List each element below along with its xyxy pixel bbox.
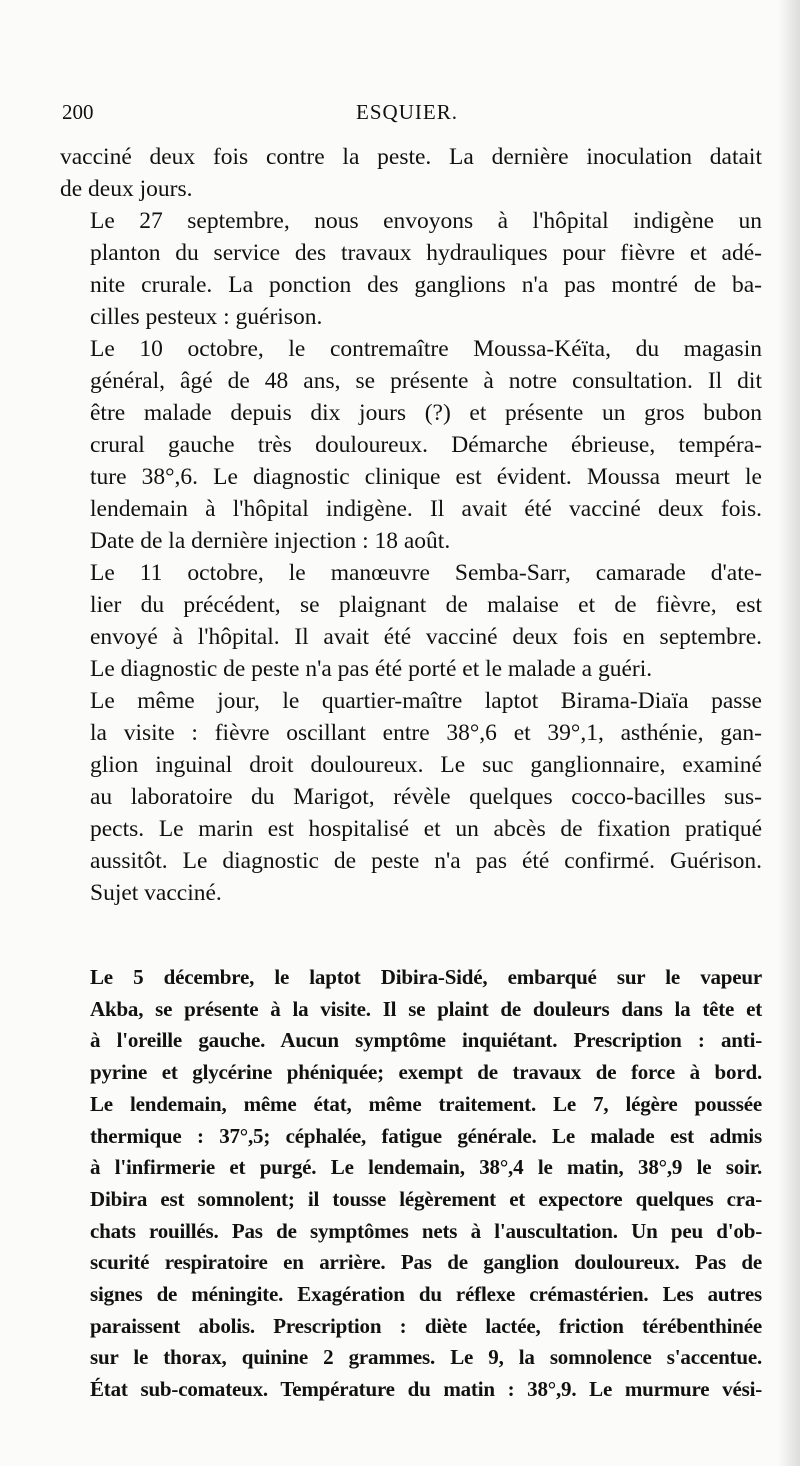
text-line: chats rouillés. Pas de symptômes nets à l'auscultation. Un peu d'ob- <box>90 1218 762 1243</box>
text-line: être malade depuis dix jours (?) et présente un gros bubon <box>90 400 762 426</box>
main-text-block <box>60 141 762 909</box>
running-title: ESQUIER. <box>356 100 458 124</box>
text-line: crural gauche très douloureux. Démarche ébrieuse, tempéra- <box>90 432 762 458</box>
text-line: nite crurale. La ponction des ganglions n'a pas montré de ba- <box>90 272 762 298</box>
text-line: la visite : fièvre oscillant entre 38°,6 et 39°,1, asthénie, gan- <box>90 720 762 746</box>
text-line: signes de méningite. Exagération du réflexe crémastérien. Les autres <box>90 1282 762 1307</box>
text-line: Le 11 octobre, le manœuvre Semba-Sarr, camarade d'ate- <box>90 560 762 586</box>
text-line: planton du service des travaux hydrauliques pour fièvre et adé- <box>90 240 762 266</box>
page-number: 200 <box>62 100 94 124</box>
text-line: envoyé à l'hôpital. Il avait été vacciné deux fois en septembre. <box>90 624 762 650</box>
text-line: au laboratoire du Marigot, révèle quelques cocco-bacilles sus- <box>90 784 762 810</box>
paragraph-11-octobre <box>60 557 762 685</box>
page-edge-shadow <box>778 0 800 1466</box>
text-line: de deux jours. <box>60 176 193 202</box>
small-print-block <box>60 962 762 1406</box>
text-line: Le 5 décembre, le laptot Dibira-Sidé, embarqué sur le vapeur <box>90 965 762 989</box>
text-line: Date de la dernière injection : 18 août. <box>90 528 451 554</box>
text-line: Le lendemain, même état, même traitement. Le 7, légère poussée <box>90 1091 762 1116</box>
text-line: lendemain à l'hôpital indigène. Il avait été vacciné deux fois. <box>90 496 762 522</box>
paragraph-5-decembre <box>60 962 762 1406</box>
text-line: Dibira est somnolent; il tousse légèrement et expectore quelques cra- <box>90 1186 762 1211</box>
text-line: pyrine et glycérine phéniquée; exempt de travaux de force à bord. <box>90 1060 762 1085</box>
text-line: Le 10 octobre, le contremaître Moussa-Kéïta, du magasin <box>90 336 762 362</box>
text-line: scurité respiratoire en arrière. Pas de ganglion douloureux. Pas de <box>90 1250 762 1275</box>
paragraph-10-octobre <box>60 333 762 557</box>
text-line: Sujet vacciné. <box>90 880 222 906</box>
text-line: ture 38°,6. Le diagnostic clinique est évident. Moussa meurt le <box>90 464 762 490</box>
text-line: à l'infirmerie et purgé. Le lendemain, 38°,4 le matin, 38°,9 le soir. <box>90 1155 762 1180</box>
text-line: Le diagnostic de peste n'a pas été porté et le malade a guéri. <box>90 656 653 682</box>
text-line: glion inguinal droit douloureux. Le suc ganglionnaire, examiné <box>90 752 762 778</box>
paragraph-continuation <box>60 141 762 205</box>
text-line: Akba, se présente à la visite. Il se plaint de douleurs dans la tête et <box>90 996 762 1021</box>
page-header <box>62 100 752 134</box>
text-line: lier du précédent, se plaignant de malaise et de fièvre, est <box>90 592 762 618</box>
text-line: Le même jour, le quartier-maître laptot Birama-Diaïa passe <box>90 688 762 714</box>
text-line: thermique : 37°,5; céphalée, fatigue générale. Le malade est admis <box>90 1123 762 1148</box>
text-line: Le 27 septembre, nous envoyons à l'hôpital indigène un <box>90 208 762 234</box>
text-line: paraissent abolis. Prescription : diète lactée, friction térébenthinée <box>90 1313 762 1338</box>
text-line: pects. Le marin est hospitalisé et un abcès de fixation pratiqué <box>90 816 762 842</box>
text-line: sur le thorax, quinine 2 grammes. Le 9, la somnolence s'accentue. <box>90 1345 762 1370</box>
text-line: vacciné deux fois contre la peste. La dernière inoculation datait <box>60 144 762 170</box>
text-line: général, âgé de 48 ans, se présente à notre consultation. Il dit <box>90 368 762 394</box>
text-line: aussitôt. Le diagnostic de peste n'a pas été confirmé. Guérison. <box>90 848 762 874</box>
paragraph-meme-jour <box>60 685 762 909</box>
text-line: à l'oreille gauche. Aucun symptôme inquiétant. Prescription : anti- <box>90 1028 762 1053</box>
paragraph-27-septembre <box>60 205 762 333</box>
text-line: cilles pesteux : guérison. <box>90 304 323 330</box>
text-line: État sub-comateux. Température du matin : 38°,9. Le murmure vési- <box>90 1377 762 1402</box>
